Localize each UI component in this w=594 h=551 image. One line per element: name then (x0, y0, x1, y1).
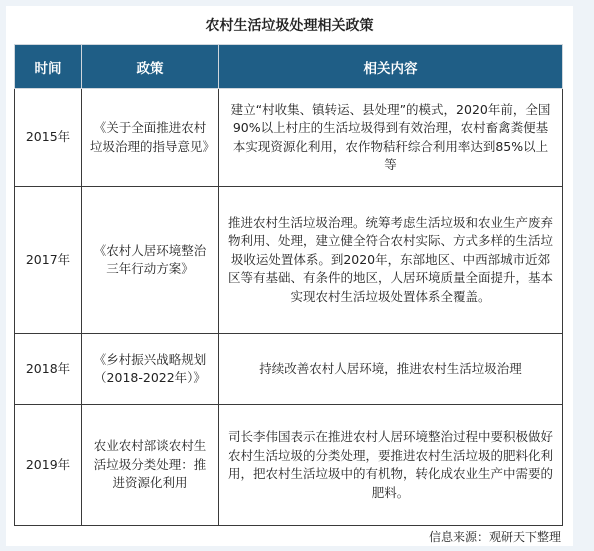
header-content: 相关内容 (219, 45, 563, 89)
cell-content: 持续改善农村人居环境，推进农村生活垃圾治理 (219, 334, 563, 405)
policy-card (6, 6, 573, 546)
policy-table (14, 44, 563, 526)
table-row (15, 187, 563, 334)
cell-year: 2019年 (15, 405, 82, 526)
table-row (15, 405, 563, 526)
header-row (15, 45, 563, 89)
table-title: 农村生活垃圾处理相关政策 (205, 18, 374, 34)
cell-content: 建立“村收集、镇转运、县处理”的模式，2020年前，全国90%以上村庄的生活垃圾得到有效治理，农村畜禽粪便基本实现资源化利用，农作物秸秆综合利用率达到85%以上等 (219, 89, 563, 187)
cell-policy: 农业农村部谈农村生活垃圾分类处理：推进资源化利用 (82, 405, 219, 526)
cell-year: 2015年 (15, 89, 82, 187)
table-row (15, 89, 563, 187)
cell-content: 司长李伟国表示在推进农村人居环境整治过程中要积极做好农村生活垃圾的分类处理，要推进农村生活垃圾的肥料化利用，把农村生活垃圾中的有机物，转化成农业生产中需要的肥料。 (219, 405, 563, 526)
cell-policy: 《乡村振兴战略规划（2018-2022年）》 (82, 334, 219, 405)
cell-year: 2018年 (15, 334, 82, 405)
cell-year: 2017年 (15, 187, 82, 334)
table-row (15, 334, 563, 405)
cell-policy: 《农村人居环境整治三年行动方案》 (82, 187, 219, 334)
header-time: 时间 (15, 45, 82, 89)
cell-policy: 《关于全面推进农村垃圾治理的指导意见》 (82, 89, 219, 187)
cell-content: 推进农村生活垃圾治理。统筹考虑生活垃圾和农业生产废弃物利用、处理，建立健全符合农村实际、方式多样的生活垃圾收运处置体系。到2020年，东部地区、中西部城市近郊区等有基础、有条件的地区，人居环境质量全面提升，基本实现农村生活垃圾处置体系全覆盖。 (219, 187, 563, 334)
source-note: 信息来源：观研天下整理 (428, 530, 561, 544)
header-policy: 政策 (82, 45, 219, 89)
